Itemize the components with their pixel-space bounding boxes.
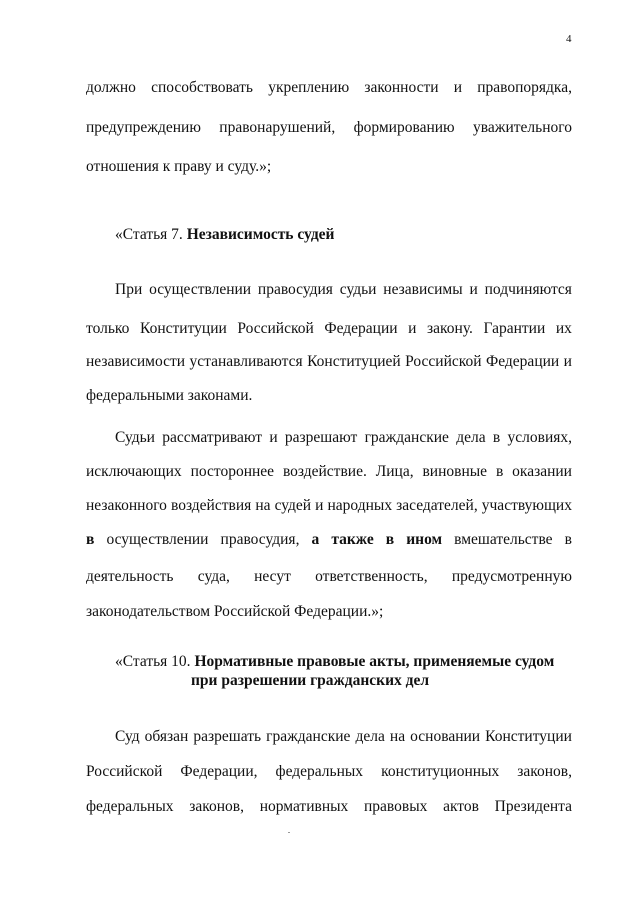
word: и xyxy=(469,281,478,298)
text-line xyxy=(86,567,572,587)
word: независимости xyxy=(86,353,186,370)
word: воздействия xyxy=(170,497,252,514)
page-number: 4 xyxy=(566,33,572,45)
text-line xyxy=(86,530,572,550)
word: в xyxy=(495,463,504,480)
word: народных xyxy=(327,497,393,514)
word: правосудия, xyxy=(220,531,300,548)
text-line xyxy=(115,428,572,448)
text-line xyxy=(86,462,572,482)
word: правопорядка, xyxy=(477,79,572,96)
word: судьи xyxy=(339,281,377,298)
word: на xyxy=(389,728,406,745)
word: на xyxy=(255,497,271,514)
word: Российской xyxy=(405,353,482,370)
word: закону. xyxy=(427,320,473,337)
word: Судьи xyxy=(115,429,155,446)
word: федеральных xyxy=(86,798,174,815)
word: а xyxy=(311,531,320,548)
word: формированию xyxy=(353,119,455,136)
word: и xyxy=(269,429,278,446)
text-line xyxy=(86,319,572,339)
text-line xyxy=(86,118,572,138)
word: дела xyxy=(456,429,486,446)
word: в xyxy=(564,531,572,548)
word: рассматривают xyxy=(162,429,263,446)
text-line xyxy=(86,797,572,817)
word: воздействие. xyxy=(282,463,367,480)
word: Российской xyxy=(86,763,163,780)
word: постороннее xyxy=(190,463,275,480)
word: законов, xyxy=(189,798,244,815)
word: ином xyxy=(406,531,443,548)
word: условиях, xyxy=(507,429,572,446)
word: Лица, xyxy=(375,463,414,480)
word: нормативных xyxy=(259,798,349,815)
word: подчиняются xyxy=(484,281,572,298)
word: оказании xyxy=(512,463,572,480)
article-7-prefix: «Статья 7. xyxy=(115,226,187,243)
word: незаконного xyxy=(86,497,167,514)
word: в xyxy=(86,531,95,548)
word: исключающих xyxy=(86,463,182,480)
word: и xyxy=(453,79,463,96)
text-line xyxy=(86,352,572,372)
word: заседателей, xyxy=(396,497,478,514)
word: способствовать xyxy=(151,79,253,96)
word: основании xyxy=(410,728,481,745)
article-7-heading xyxy=(115,225,334,245)
word: гражданские xyxy=(364,429,449,446)
word: несут xyxy=(254,568,291,585)
text-line: федеральными законами. xyxy=(86,387,253,404)
word: дела xyxy=(355,728,385,745)
word: разрешают xyxy=(284,429,358,446)
word: ответственность, xyxy=(315,568,428,585)
word: деятельность xyxy=(86,568,174,585)
word: правовых xyxy=(364,798,428,815)
text-line xyxy=(86,78,572,98)
text-line: законодательством Российской Федерации.»; xyxy=(86,603,384,620)
word: гражданские xyxy=(266,728,351,745)
text-line xyxy=(115,280,572,300)
word: в xyxy=(385,531,395,548)
word: Конституции xyxy=(140,320,227,337)
text-line xyxy=(115,727,572,747)
word: обязан xyxy=(144,728,189,745)
article-10-prefix: «Статья 10. xyxy=(115,653,195,670)
word: независимы xyxy=(383,281,463,298)
word: участвующих xyxy=(481,497,572,514)
word: Президента xyxy=(494,798,572,815)
word: конституционных xyxy=(381,763,500,780)
scan-speck xyxy=(288,832,290,833)
word: осуществлении xyxy=(149,281,252,298)
article-7-title: Независимость судей xyxy=(186,226,335,243)
word: законности xyxy=(364,79,439,96)
word: Гарантии xyxy=(483,320,546,337)
word: вмешательстве xyxy=(454,531,553,548)
word: и xyxy=(563,353,572,370)
word: только xyxy=(86,320,130,337)
word: судей xyxy=(274,497,312,514)
word: в xyxy=(492,429,501,446)
word: и xyxy=(408,320,417,337)
article-10-title-line-1: Нормативные правовые акты, применяемые судом xyxy=(194,653,555,670)
word: разрешать xyxy=(193,728,262,745)
word: предусмотренную xyxy=(451,568,572,585)
word: Российской xyxy=(237,320,314,337)
word: правосудия xyxy=(257,281,333,298)
word: должно xyxy=(86,79,136,96)
article-10-title-line-2: при разрешении гражданских дел xyxy=(191,672,430,689)
word: правонарушений, xyxy=(219,119,336,136)
word: Суд xyxy=(115,728,140,745)
word: виновные xyxy=(422,463,488,480)
word: осуществлении xyxy=(106,531,209,548)
word: Федерации, xyxy=(180,763,258,780)
word: Конституции xyxy=(485,728,572,745)
text-line xyxy=(86,762,572,782)
word: федеральных xyxy=(275,763,364,780)
word: законов, xyxy=(517,763,572,780)
text-line xyxy=(86,496,572,516)
word: также xyxy=(331,531,374,548)
word: и xyxy=(315,497,324,514)
word: их xyxy=(555,320,572,337)
word: При xyxy=(115,281,143,298)
word: уважительного xyxy=(472,119,572,136)
text-line: отношения к праву и суду.»; xyxy=(86,158,272,175)
word: предупреждению xyxy=(86,119,201,136)
word: актов xyxy=(443,798,479,815)
word: укреплению xyxy=(268,79,350,96)
word: Федерации xyxy=(324,320,398,337)
article-10-heading xyxy=(115,652,554,672)
word: суда, xyxy=(197,568,230,585)
word: устанавливаются xyxy=(189,353,303,370)
word: Федерации xyxy=(486,353,560,370)
word: Конституцией xyxy=(307,353,401,370)
